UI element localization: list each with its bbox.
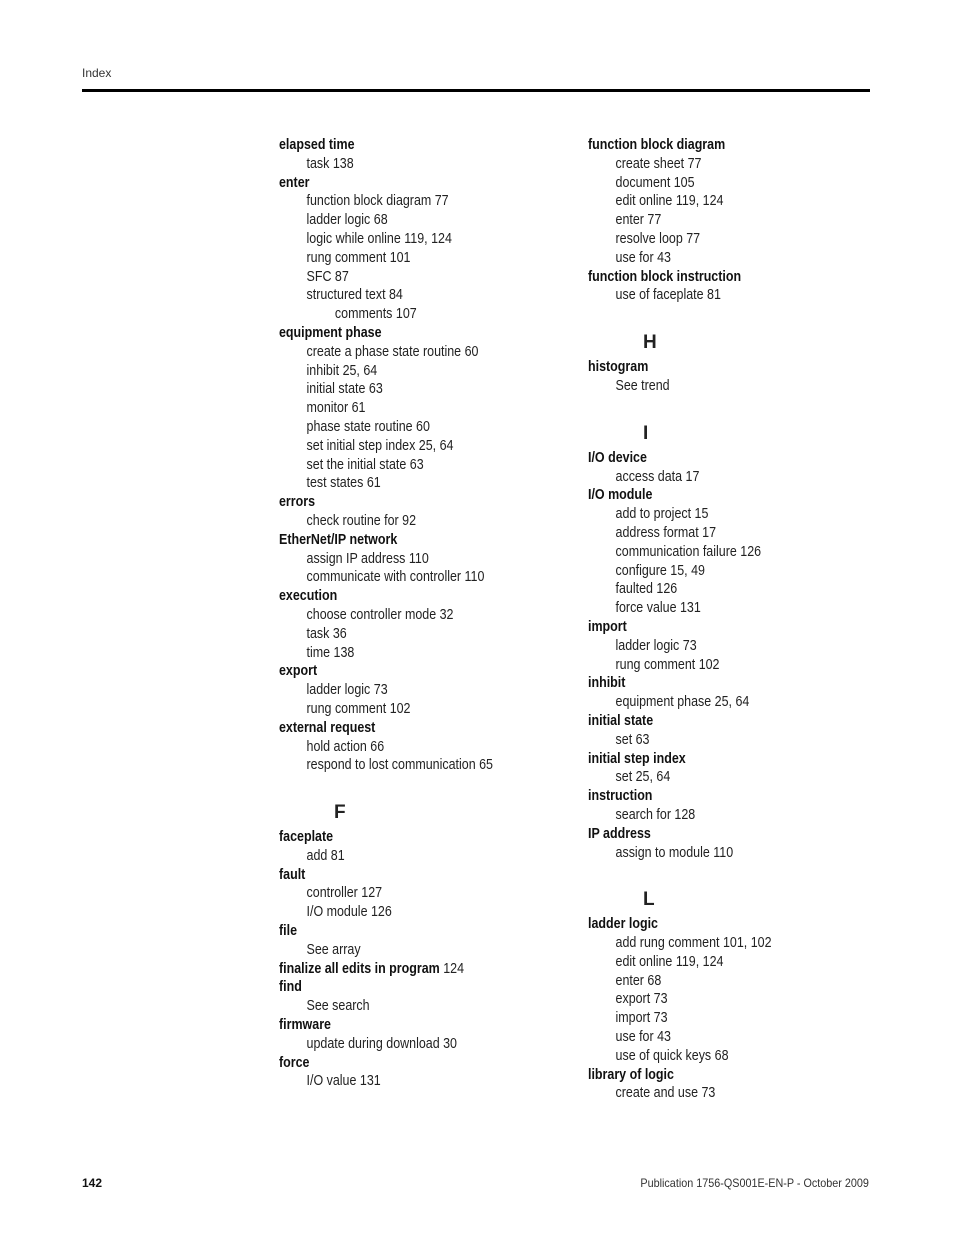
index-term (279, 136, 537, 155)
index-subentry: access data 17 (615, 468, 700, 485)
index-subentry: communication failure 126 (615, 543, 762, 560)
index-term-label: I/O device (588, 449, 647, 466)
index-subentry: address format 17 (615, 524, 717, 541)
index-column-left (279, 136, 579, 1091)
index-subentry: set 25, 64 (615, 769, 671, 786)
index-subentry: choose controller mode 32 (306, 606, 454, 623)
index-term (279, 960, 537, 979)
index-term (588, 915, 846, 934)
index-term (588, 136, 846, 155)
index-term (588, 618, 846, 637)
running-header: Index (82, 66, 112, 80)
index-term (279, 493, 537, 512)
index-subentry: use of quick keys 68 (615, 1047, 729, 1064)
index-term-label: fault (279, 866, 306, 883)
index-subentry: use for 43 (615, 249, 671, 266)
index-subentry: resolve loop 77 (615, 230, 701, 247)
index-subentry: rung comment 102 (615, 656, 720, 673)
index-column-right (588, 136, 888, 1103)
index-term-label: import (588, 618, 627, 635)
index-subentry: SFC 87 (306, 268, 349, 285)
index-subentry: initial state 63 (306, 381, 383, 398)
index-subentry: edit online 119, 124 (615, 193, 724, 210)
index-subentry: equipment phase 25, 64 (615, 694, 750, 711)
index-term (588, 486, 846, 505)
index-term (279, 531, 537, 550)
index-term-label: EtherNet/IP network (279, 531, 398, 548)
index-subentry: export 73 (615, 991, 668, 1008)
index-subentry: faulted 126 (615, 581, 678, 598)
index-subentry: assign IP address 110 (306, 550, 429, 567)
index-subentry: hold action 66 (306, 738, 385, 755)
index-subentry: structured text 84 (306, 287, 403, 304)
index-term (279, 1016, 537, 1035)
index-term-label: force (279, 1054, 310, 1071)
index-term (279, 719, 537, 738)
index-subentry: enter 77 (615, 212, 662, 229)
index-subentry: search for 128 (615, 806, 696, 823)
index-term (588, 358, 846, 377)
index-subentry: enter 68 (615, 972, 662, 989)
index-subentry: import 73 (615, 1010, 668, 1027)
index-subentry: rung comment 101 (306, 249, 411, 266)
index-letter-heading: I (643, 422, 649, 444)
index-subentry: logic while online 119, 124 (306, 230, 452, 247)
index-term-label: I/O module (588, 487, 653, 504)
index-subentry: use for 43 (615, 1029, 671, 1046)
index-subentry: time 138 (306, 644, 355, 661)
index-subentry: set 63 (615, 731, 650, 748)
index-subentry: communicate with controller 110 (306, 569, 485, 586)
index-term-label: equipment phase (279, 324, 382, 341)
index-term-label: enter (279, 174, 310, 191)
index-term (588, 674, 846, 693)
index-term-label: library of logic (588, 1066, 674, 1083)
index-subentry: phase state routine 60 (306, 418, 430, 435)
index-term-label: finalize all edits in program (279, 960, 440, 977)
index-subentry: task 36 (306, 625, 347, 642)
index-subentry: set initial step index 25, 64 (306, 437, 454, 454)
index-subentry: assign to module 110 (615, 844, 734, 861)
index-term-label: function block diagram (588, 137, 726, 153)
index-term (588, 750, 846, 769)
index-term (588, 787, 846, 806)
index-term-label: instruction (588, 788, 653, 805)
index-subentry: add rung comment 101, 102 (615, 935, 772, 952)
index-subentry: add 81 (306, 847, 345, 864)
index-subentry: See array (306, 941, 361, 958)
index-subentry: use of faceplate 81 (615, 287, 721, 304)
index-term-label: elapsed time (279, 137, 355, 153)
index-term-label: firmware (279, 1017, 331, 1034)
index-term-label: external request (279, 719, 376, 736)
publication-info: Publication 1756-QS001E-EN-P - October 2009 (640, 1176, 869, 1190)
index-term-label: export (279, 663, 318, 680)
index-subentry: I/O value 131 (306, 1073, 381, 1090)
index-term-label: errors (279, 494, 316, 511)
index-term (588, 268, 846, 287)
index-term-label: initial step index (588, 750, 686, 767)
index-term-label: initial state (588, 712, 654, 729)
index-term-label: execution (279, 588, 338, 605)
index-subentry: respond to lost communication 65 (306, 757, 493, 774)
index-subentry: controller 127 (306, 885, 383, 902)
index-letter-heading: F (334, 802, 346, 824)
index-subsubentry: comments 107 (334, 306, 417, 323)
index-letter-heading: L (643, 889, 655, 911)
index-subentry: See trend (615, 377, 670, 394)
header-rule (82, 89, 870, 92)
index-subentry: function block diagram 77 (306, 193, 449, 210)
index-subentry: monitor 61 (306, 400, 366, 417)
index-term (279, 324, 537, 343)
index-subentry: test states 61 (306, 475, 381, 492)
index-subentry: ladder logic 68 (306, 212, 388, 229)
page-number: 142 (82, 1176, 103, 1190)
index-subentry: create and use 73 (615, 1085, 716, 1102)
index-term (279, 866, 537, 885)
index-subentry: inhibit 25, 64 (306, 362, 378, 379)
index-subentry: check routine for 92 (306, 512, 417, 529)
index-term-label: ladder logic (588, 916, 658, 933)
index-subentry: create a phase state routine 60 (306, 343, 479, 360)
index-term-label: IP address (588, 825, 651, 842)
index-term (279, 922, 537, 941)
index-letter-heading: H (643, 332, 657, 354)
index-term-label: find (279, 979, 302, 996)
index-subentry: create sheet 77 (615, 155, 702, 172)
index-term-label: inhibit (588, 675, 626, 692)
index-subentry: See search (306, 998, 370, 1015)
index-subentry: edit online 119, 124 (615, 953, 724, 970)
index-term-label: function block instruction (588, 268, 742, 285)
index-subentry: I/O module 126 (306, 904, 392, 921)
index-term (588, 1066, 846, 1085)
index-term-label: faceplate (279, 829, 334, 846)
index-term (279, 1054, 537, 1073)
index-term (588, 449, 846, 468)
index-subentry: task 138 (306, 155, 354, 172)
index-term (588, 712, 846, 731)
index-subentry: document 105 (615, 174, 695, 191)
index-term (279, 174, 537, 193)
index-subentry: ladder logic 73 (615, 637, 697, 654)
index-subentry: update during download 30 (306, 1035, 457, 1052)
index-subentry: force value 131 (615, 600, 701, 617)
index-term (279, 587, 537, 606)
index-term (279, 828, 537, 847)
index-subentry: add to project 15 (615, 506, 709, 523)
index-term-page: 124 (439, 960, 465, 977)
index-subentry: configure 15, 49 (615, 562, 705, 579)
index-term (279, 662, 537, 681)
index-term (279, 978, 537, 997)
index-subentry: rung comment 102 (306, 700, 411, 717)
index-subentry: ladder logic 73 (306, 682, 388, 699)
index-term-label: file (279, 923, 298, 940)
index-term (588, 825, 846, 844)
index-term-label: histogram (588, 359, 649, 376)
index-subentry: set the initial state 63 (306, 456, 424, 473)
